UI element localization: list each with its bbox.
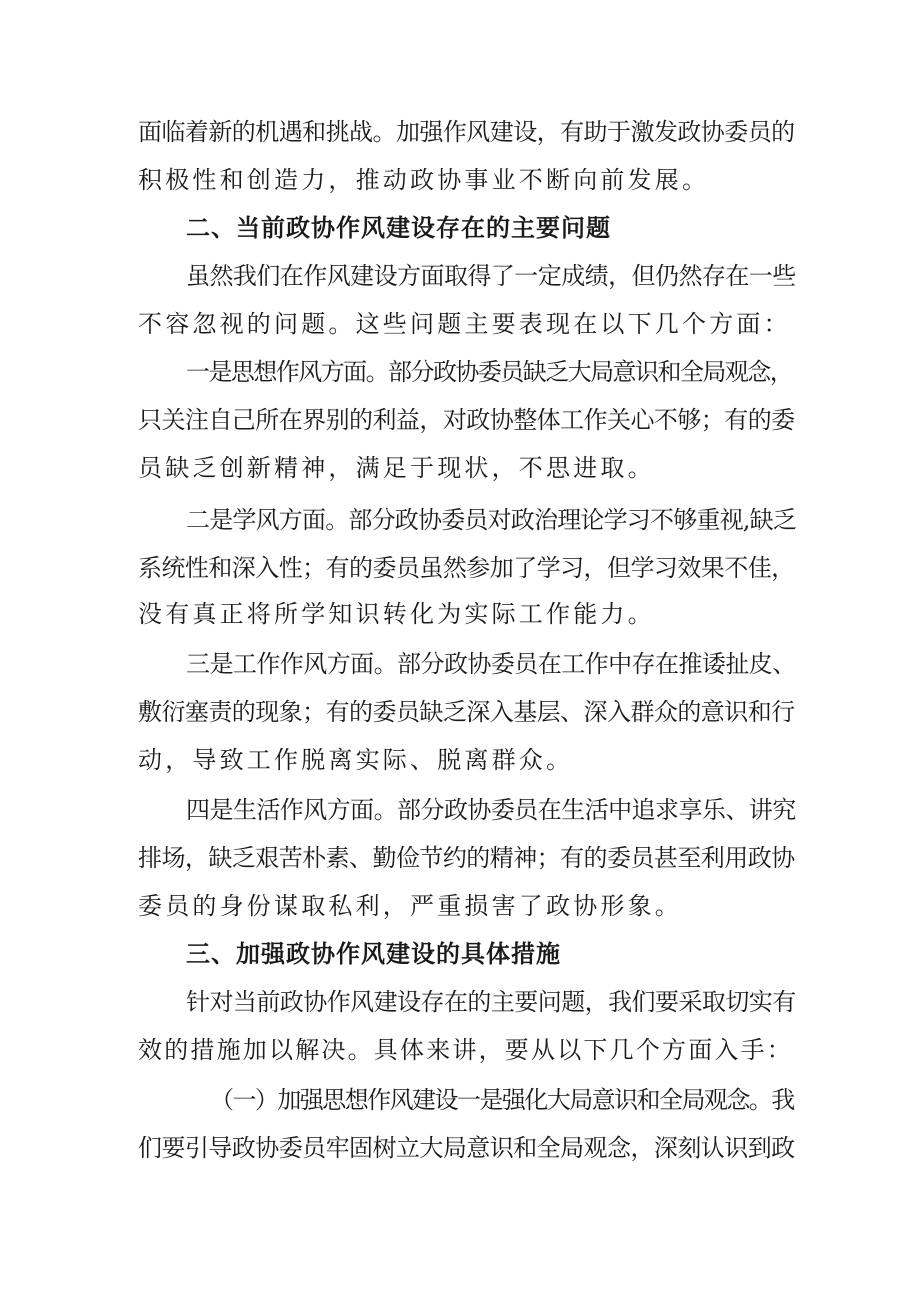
paragraph-line: 针对当前政协作风建设存在的主要问题，我们要采取切实有: [186, 988, 796, 1016]
paragraph-line: 四是生活作风方面。部分政协委员在生活中追求享乐、讲究: [186, 796, 796, 824]
paragraph-line: 虽然我们在作风建设方面取得了一定成绩，但仍然存在一些: [186, 262, 796, 290]
paragraph-line: 不容忽视的问题。这些问题主要表现在以下几个方面：: [138, 310, 791, 338]
paragraph-line: 三是工作作风方面。部分政协委员在工作中存在推诿扯皮、: [186, 650, 796, 678]
paragraph-line: 敷衍塞责的现象；有的委员缺乏深入基层、深入群众的意识和行: [138, 698, 795, 726]
paragraph-line: 员缺乏创新精神，满足于现状，不思进取。: [138, 454, 655, 482]
paragraph-line: 只关注自己所在界别的利益，对政协整体工作关心不够；有的委: [138, 406, 795, 434]
paragraph-line: 没有真正将所学知识转化为实际工作能力。: [138, 600, 655, 628]
paragraph-line: 动，导致工作脱离实际、脱离群众。: [138, 746, 574, 774]
paragraph-line: 委员的身份谋取私利，严重损害了政协形象。: [138, 892, 682, 920]
paragraph-line: 二是学风方面。部分政协委员对政治理论学习不够重视,缺乏: [186, 506, 797, 534]
paragraph-line: 一是思想作风方面。部分政协委员缺乏大局意识和全局观念，: [186, 358, 793, 386]
paragraph-line: （一）加强思想作风建设一是强化大局意识和全局观念。我: [210, 1086, 794, 1114]
paragraph-line: 面临着新的机遇和挑战。加强作风建设，有助于激发政协委员的: [138, 118, 795, 146]
section-heading-3: 三、加强政协作风建设的具体措施: [186, 940, 561, 968]
paragraph-line: 积极性和创造力，推动政协事业不断向前发展。: [138, 166, 710, 194]
paragraph-line: 系统性和深入性；有的委员虽然参加了学习，但学习效果不佳，: [138, 554, 795, 582]
paragraph-line: 们要引导政协委员牢固树立大局意识和全局观念，深刻认识到政: [138, 1134, 795, 1162]
paragraph-line: 排场，缺乏艰苦朴素、勤俭节约的精神；有的委员甚至利用政协: [138, 844, 795, 872]
paragraph-line: 效的措施加以解决。具体来讲，要从以下几个方面入手：: [138, 1036, 793, 1064]
section-heading-2: 二、当前政协作风建设存在的主要问题: [186, 214, 611, 242]
